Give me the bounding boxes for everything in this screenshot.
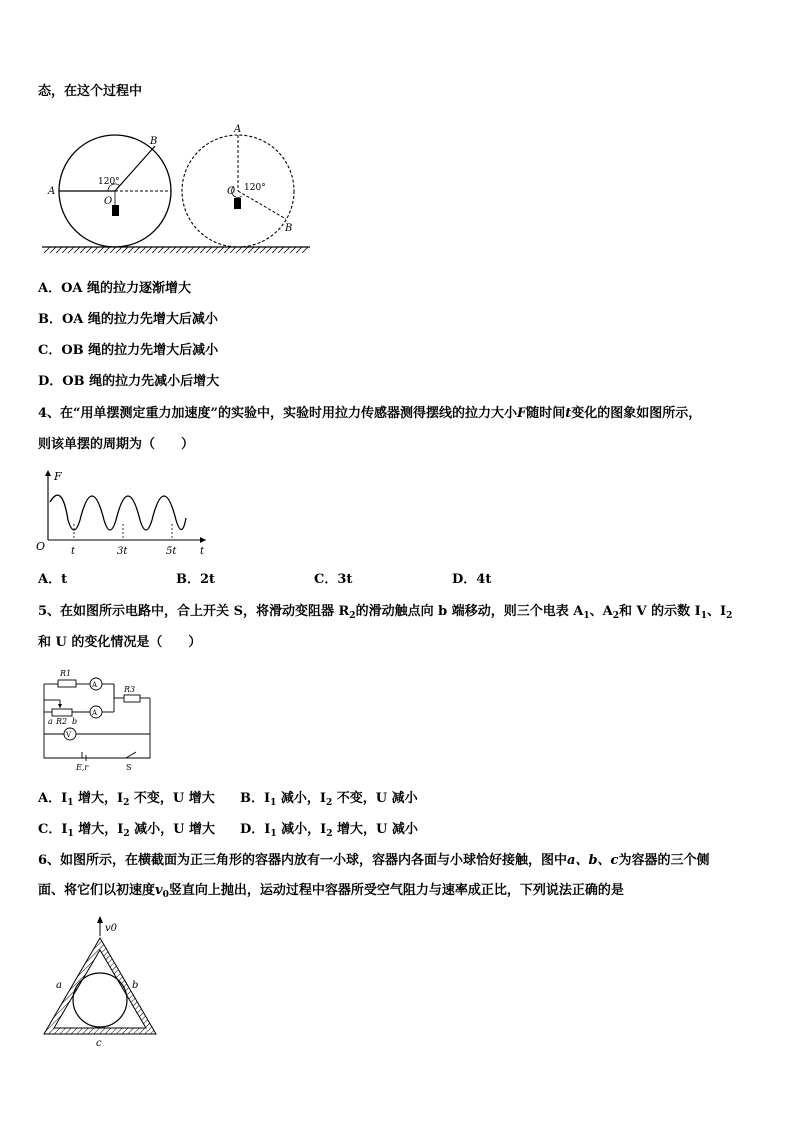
q6-stem-abc: a、b、c [567, 853, 619, 868]
q4-stem-line2: 则该单摆的周期为（ ） [38, 437, 195, 452]
q4-stem-part-c: 变化的图象如图所示， [571, 406, 702, 421]
q5-stem-part-c: 、A [589, 604, 613, 619]
q3-option-b: B．OA 绳的拉力先增大后减小 [38, 312, 218, 327]
q6-label-c: c [96, 1038, 102, 1048]
q3-option-c: C．OB 绳的拉力先增大后减小 [38, 343, 219, 358]
q6-stem-part-a: 6、如图所示，在横截面为正三角形的容器内放有一小球，容器内各面与小球恰好接触，图中 [38, 853, 568, 868]
q5-stem-line2: 和 U 的变化情况是（ ） [38, 635, 202, 650]
q3-label-A-right: A [234, 124, 242, 135]
q3-label-B-right: B [285, 223, 293, 234]
q5-label-V: V [66, 731, 72, 739]
q3-label-O-right: O [227, 186, 236, 197]
q5-option-b: B．$I_1$ 减小，$I_2$ 不变，U 减小 [240, 791, 418, 808]
svg-text:A: A [92, 709, 98, 717]
q5-option-a: A．$I_1$ 增大，$I_2$ 不变，U 增大 [38, 791, 215, 808]
q3-label-A-left: A [48, 186, 56, 197]
q5-label-b: b [72, 717, 78, 726]
q6-stem-line2-b: 竖直向上抛出，运动过程中容器所受空气阻力与速率成正比，下列说法正确的是 [168, 883, 624, 898]
q5-label-R2: R2 [56, 717, 68, 726]
q6-figure [38, 914, 168, 1048]
q6-label-b: b [132, 980, 139, 991]
q3-option-a: A．OA 绳的拉力逐渐增大 [38, 281, 192, 296]
q3-label-O-left: O [104, 196, 113, 207]
q5-option-c: C．$I_1$ 增大，$I_2$ 减小，U 增大 [38, 822, 215, 839]
q5-option-d: D．$I_1$ 减小，$I_2$ 增大，U 减小 [240, 822, 418, 839]
q4-stem-part-a: 4、在“用单摆测定重力加速度”的实验中，实验时用拉力传感器测得摆线的拉力大小 [38, 406, 518, 421]
q4-graph-xlabel: t [200, 546, 205, 557]
q3-option-d: D．OB 绳的拉力先减小后增大 [38, 374, 220, 389]
q6-stem-line2: 面、将它们以初速度$v_0$竖直向上抛出，运动过程中容器所受空气阻力与速率成正比，下列说法正确的是 [38, 883, 624, 900]
q4-graph [36, 466, 216, 560]
q4-graph-tick-1: t [71, 546, 76, 557]
q5-label-Er: E,r [76, 763, 89, 772]
q5-circuit [38, 664, 158, 772]
q4-stem-F: F [517, 406, 527, 421]
q3-angle-right: 120° [244, 183, 266, 193]
q5-label-R1: R1 [60, 669, 72, 678]
q5-stem-line1: 5、在如图所示电路中，合上开关 S，将滑动变阻器 $R_2$的滑动触点向 b 端移动，则三个电表 $A_1$、$A_2$和 V 的示数 $I_1$、$I_2$ [38, 604, 733, 621]
q4-option-a: A．t [38, 572, 68, 587]
q4-stem-part-b: 随时间 [526, 406, 566, 421]
q5-label-a: a [48, 717, 53, 726]
q4-option-c: C．3t [314, 572, 353, 587]
q5-stem-part-e: 、I [706, 604, 727, 619]
q6-stem-line2-a: 面、将它们以初速度 [38, 883, 156, 898]
q4-graph-tick-3: 5t [166, 546, 177, 557]
q5-label-R3: R3 [124, 685, 136, 694]
q6-label-v0: v0 [105, 923, 118, 934]
q5-stem-part-b: 的滑动触点向 b 端移动，则三个电表 A [355, 604, 584, 619]
q4-graph-origin: O [36, 540, 46, 553]
q4-graph-tick-2: 3t [117, 546, 128, 557]
q6-stem-part-b: 为容器的三个侧 [618, 853, 710, 868]
q4-stem-t: t [565, 406, 572, 421]
q4-graph-ylabel: F [54, 470, 62, 483]
q6-stem-v: v [155, 883, 163, 898]
q6-stem-line1 [38, 853, 710, 869]
q5-label-S: S [126, 763, 132, 772]
q3-figure [38, 118, 318, 258]
q4-stem-line1 [38, 406, 701, 422]
q3-label-B-left: B [150, 136, 158, 147]
q4-option-d: D．4t [452, 572, 492, 587]
q3-stem-tail: 态，在这个过程中 [38, 84, 143, 99]
svg-text:A: A [92, 681, 98, 689]
q5-stem-part-d: 和 V 的示数 I [618, 604, 701, 619]
q6-label-a: a [56, 980, 62, 991]
q3-angle-left: 120° [98, 177, 120, 187]
q4-option-b: B．2t [176, 572, 216, 587]
q5-stem-part-a: 5、在如图所示电路中，合上开关 S，将滑动变阻器 R [38, 604, 350, 619]
